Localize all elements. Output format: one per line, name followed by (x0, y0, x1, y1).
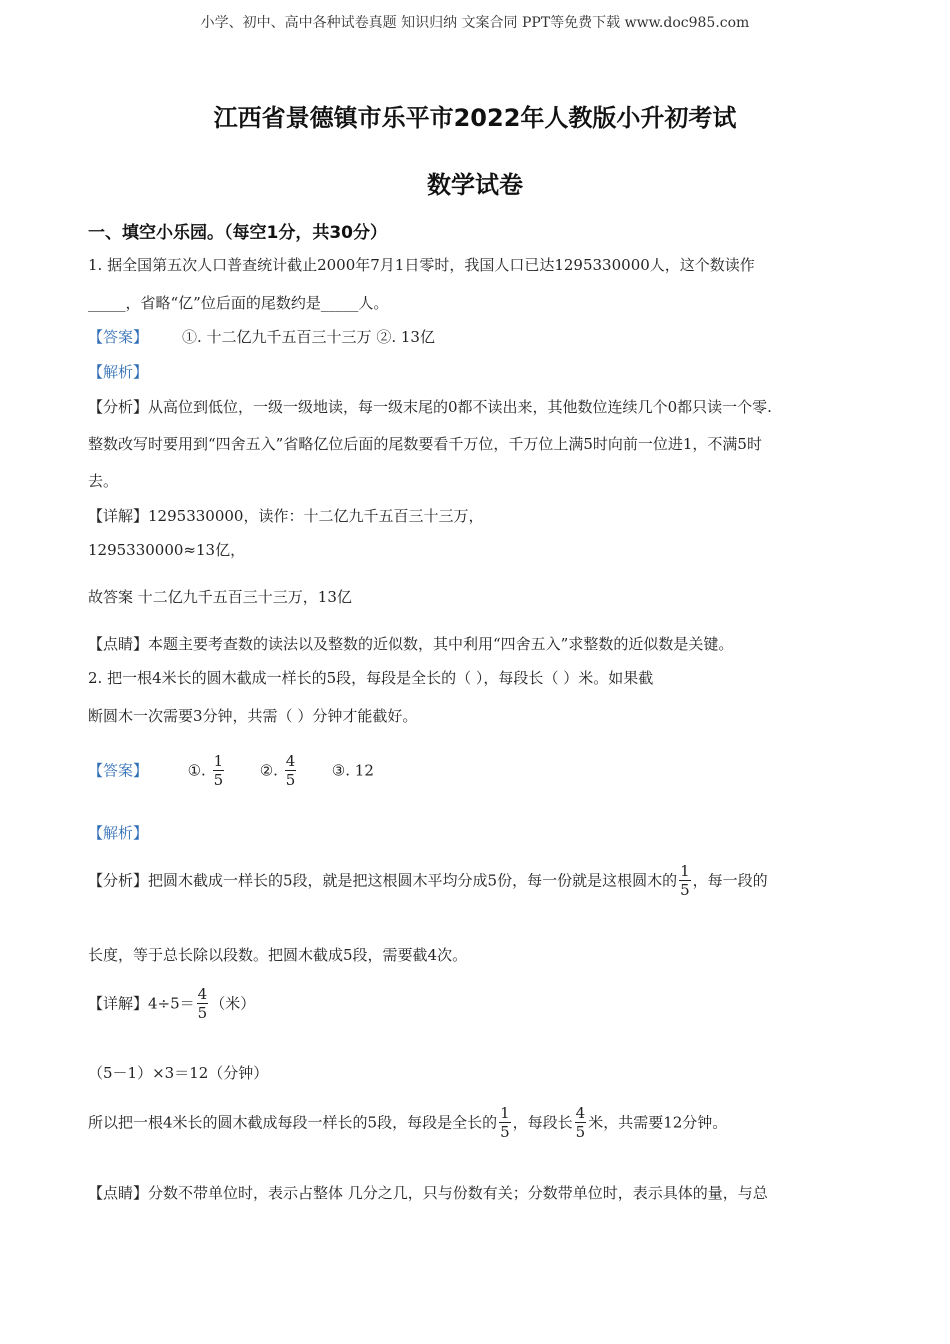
q1-answer (88, 327, 435, 347)
numerator: 1 (500, 1104, 510, 1122)
fraction (679, 862, 691, 899)
answer-mark-3: ③. 12 (331, 761, 374, 780)
q2-xiangjie-unit: （米） (210, 994, 256, 1013)
q1-guda: 故答案 十二亿九千五百三十三万，13亿 (88, 588, 352, 606)
dianjing-tag: 【点睛】 (88, 635, 149, 653)
q1-fenxi-1 (88, 397, 772, 417)
q1-answer-text: ①. 十二亿九千五百三十三万 ②. 13亿 (182, 328, 435, 346)
q2-xiangjie-1 (88, 985, 255, 1022)
page-title: 江西省景德镇市乐平市2022年人教版小升初考试 (213, 104, 737, 132)
denominator: 5 (213, 771, 224, 789)
answer-tag: 【答案】 (88, 328, 149, 346)
numerator: 4 (575, 1104, 586, 1122)
fraction (197, 985, 209, 1022)
fenxi-tag: 【分析】 (88, 871, 149, 890)
xiangjie-tag: 【详解】 (88, 994, 149, 1013)
q2-xiangjie-expr: 4÷5＝ (148, 994, 195, 1013)
q1-xiangjie-1 (88, 506, 483, 526)
numerator: 4 (285, 752, 296, 770)
denominator: 5 (285, 771, 296, 789)
denominator: 5 (575, 1123, 586, 1141)
fraction (213, 752, 225, 789)
q2-dianjing-text: 分数不带单位时，表示占整体 几分之几，只与份数有关；分数带单位时，表示具体的量，与总 (148, 1184, 768, 1202)
denominator: 5 (500, 1123, 510, 1141)
page-header: 小学、初中、高中各种试卷真题 知识归纳 文案合同 PPT等免费下载 www.doc985.com (200, 15, 750, 31)
numerator: 1 (213, 752, 224, 770)
q1-xiangjie-2: 1295330000≈13亿， (88, 541, 246, 559)
xiangjie-tag: 【详解】 (88, 507, 149, 525)
q1-fenxi-text: 从高位到低位，一级一级地读，每一级末尾的0都不读出来，其他数位连续几个0都只读一个零. (148, 398, 772, 416)
q1-xiangjie-text: 1295330000，读作：十二亿九千五百三十三万， (148, 507, 484, 525)
q2-line1: 2. 把一根4米长的圆木截成一样长的5段，每段是全长的（ ），每段长（ ）米。如果截 (88, 669, 654, 687)
q2-jiexi-tag: 【解析】 (88, 824, 149, 842)
q2-suoyi (88, 1104, 727, 1141)
denominator: 5 (680, 881, 690, 899)
answer-mark-1: ①. (187, 761, 206, 780)
q1-dianjing (88, 634, 733, 654)
q1-line1: 1. 据全国第五次人口普查统计截止2000年7月1日零时，我国人口已达1295330000人，这个数读作 (88, 256, 755, 274)
numerator: 1 (680, 862, 690, 880)
fraction (575, 1104, 587, 1141)
q2-xiangjie-2: （5－1）×3＝12（分钟） (88, 1064, 269, 1082)
q1-fenxi-3: 去。 (88, 472, 119, 490)
denominator: 5 (197, 1004, 208, 1022)
fraction (499, 1104, 511, 1141)
q2-fenxi-2: 长度，等于总长除以段数。把圆木截成5段，需要截4次。 (88, 946, 468, 964)
q2-suoyi-text: 所以把一根4米长的圆木截成每段一样长的5段，每段是全长的 (88, 1113, 498, 1132)
q2-line2: 断圆木一次需要3分钟，共需（ ）分钟才能截好。 (88, 707, 418, 725)
answer-tag: 【答案】 (88, 761, 149, 780)
q2-suoyi-text-mid: ，每段长 (512, 1113, 573, 1132)
q1-fenxi-2: 整数改写时要用到“四舍五入”省略亿位后面的尾数要看千万位，千万位上满5时向前一位进1，不满5时 (88, 435, 762, 453)
section-heading: 一、填空小乐园。（每空1分，共30分） (88, 223, 387, 243)
q1-dianjing-text: 本题主要考查数的读法以及整数的近似数，其中利用“四舍五入”求整数的近似数是关键。 (148, 635, 734, 653)
fenxi-tag: 【分析】 (88, 398, 149, 416)
q2-fenxi-text: 把圆木截成一样长的5段，就是把这根圆木平均分成5份，每一份就是这根圆木的 (148, 871, 678, 890)
q1-jiexi-tag: 【解析】 (88, 363, 149, 381)
q2-dianjing (88, 1183, 768, 1203)
numerator: 4 (197, 985, 208, 1003)
q2-suoyi-text-end: 米，共需要12分钟。 (588, 1113, 728, 1132)
q2-fenxi-1 (88, 862, 768, 899)
q2-answer (88, 752, 374, 789)
fraction (285, 752, 297, 789)
dianjing-tag: 【点睛】 (88, 1184, 149, 1202)
q2-fenxi-text-end: ，每一段的 (692, 871, 768, 890)
answer-mark-2: ②. (259, 761, 278, 780)
q1-line2: _____，省略“亿”位后面的尾数约是_____人。 (88, 294, 389, 312)
page-subtitle: 数学试卷 (427, 171, 523, 199)
